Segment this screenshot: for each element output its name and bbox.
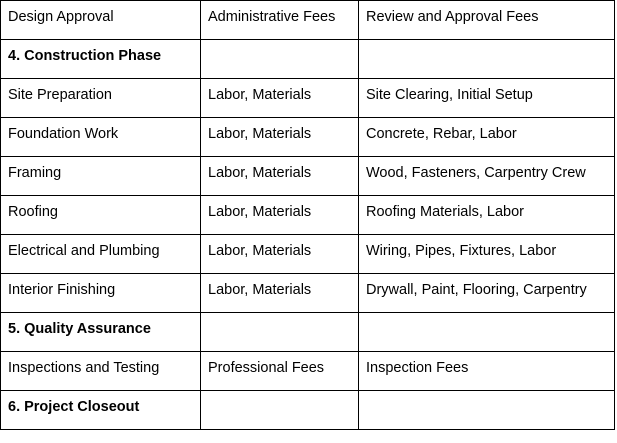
- table-row: [1, 1, 615, 40]
- details-cell: Wiring, Pipes, Fixtures, Labor: [359, 235, 615, 274]
- empty-cell: [359, 313, 615, 352]
- task-cell: Framing: [1, 157, 201, 196]
- task-cell: Site Preparation: [1, 79, 201, 118]
- table-row: [1, 274, 615, 313]
- cost-type-cell: Professional Fees: [201, 352, 359, 391]
- cost-type-cell: Labor, Materials: [201, 196, 359, 235]
- cost-type-cell: Labor, Materials: [201, 235, 359, 274]
- section-title: 6. Project Closeout: [1, 391, 201, 430]
- details-cell: Review and Approval Fees: [359, 1, 615, 40]
- table-row: [1, 196, 615, 235]
- details-cell: Concrete, Rebar, Labor: [359, 118, 615, 157]
- section-title: 5. Quality Assurance: [1, 313, 201, 352]
- cost-type-cell: Labor, Materials: [201, 157, 359, 196]
- empty-cell: [201, 40, 359, 79]
- task-cell: Interior Finishing: [1, 274, 201, 313]
- table-row: [1, 118, 615, 157]
- cost-type-cell: Labor, Materials: [201, 118, 359, 157]
- empty-cell: [201, 391, 359, 430]
- task-cell: Design Approval: [1, 1, 201, 40]
- task-cell: Electrical and Plumbing: [1, 235, 201, 274]
- section-header-row: [1, 313, 615, 352]
- empty-cell: [201, 313, 359, 352]
- task-cell: Roofing: [1, 196, 201, 235]
- table-row: [1, 79, 615, 118]
- empty-cell: [359, 40, 615, 79]
- details-cell: Inspection Fees: [359, 352, 615, 391]
- cost-type-cell: Labor, Materials: [201, 274, 359, 313]
- section-header-row: [1, 391, 615, 430]
- table-row: [1, 157, 615, 196]
- task-cell: Foundation Work: [1, 118, 201, 157]
- details-cell: Site Clearing, Initial Setup: [359, 79, 615, 118]
- empty-cell: [359, 391, 615, 430]
- task-cell: Inspections and Testing: [1, 352, 201, 391]
- table-row: [1, 352, 615, 391]
- details-cell: Wood, Fasteners, Carpentry Crew: [359, 157, 615, 196]
- cost-type-cell: Administrative Fees: [201, 1, 359, 40]
- table-row: [1, 235, 615, 274]
- cost-type-cell: Labor, Materials: [201, 79, 359, 118]
- details-cell: Roofing Materials, Labor: [359, 196, 615, 235]
- section-title: 4. Construction Phase: [1, 40, 201, 79]
- details-cell: Drywall, Paint, Flooring, Carpentry: [359, 274, 615, 313]
- section-header-row: [1, 40, 615, 79]
